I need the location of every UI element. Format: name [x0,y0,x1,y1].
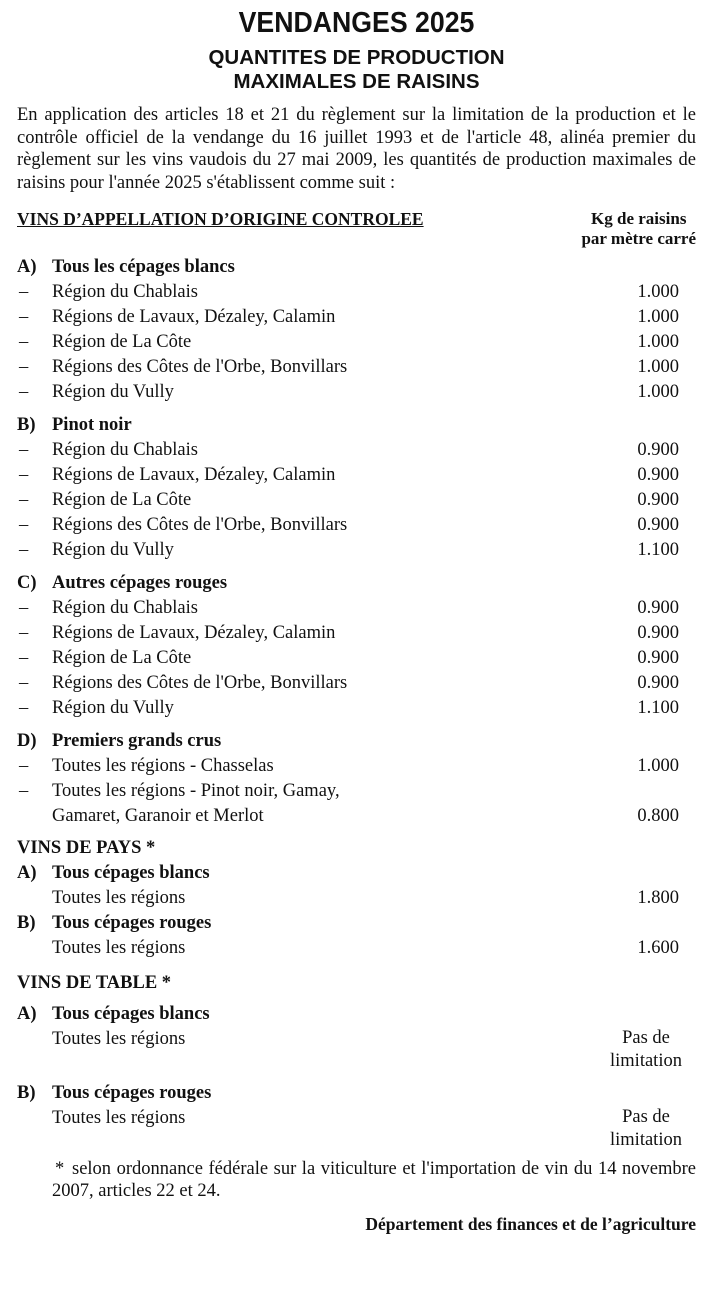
aoc-heading: VINS D’APPELLATION D’ORIGINE CONTROLEE [17,209,424,229]
aoc-group [17,413,696,563]
row-value: 1.000 [637,332,679,352]
group-title [17,1081,696,1106]
group-title-text: Tous les cépages blancs [52,257,235,277]
table-row [17,305,696,330]
table-row [17,646,696,671]
vins-de-table-heading: VINS DE TABLE * [17,973,172,993]
subtitle-line-1: QUANTITES DE PRODUCTION [208,46,505,69]
table-row [17,621,696,646]
row-label-line: Région de La Côte [52,648,192,668]
row-value: 1.000 [637,357,679,377]
row-label-line: Toutes les régions - Pinot noir, Gamay, [52,781,340,801]
row-value: 0.900 [637,648,679,668]
row-value: 0.900 [637,440,679,460]
group-letter: A) [17,257,37,277]
aoc-section-header [17,209,696,255]
row-label-line: Région du Vully [52,382,174,402]
row-dash: – [19,332,29,352]
row-value [596,1027,696,1073]
row-label [52,488,191,513]
row-value-line-2: limitation [610,1130,682,1150]
row-dash: – [19,598,29,618]
row-value: 1.100 [637,540,679,560]
group-title [17,255,696,280]
vins-de-table-groups [17,1002,696,1152]
table-row [17,438,696,463]
row-dash: – [19,282,29,302]
row-label-line: Région du Chablais [52,282,198,302]
table-row [17,886,696,911]
row-value: 1.000 [637,307,679,327]
row-label [52,380,174,405]
row-value: 0.900 [637,598,679,618]
table-row [17,280,696,305]
group-letter: C) [17,573,37,593]
subtitle-line-2: MAXIMALES DE RAISINS [233,70,480,93]
row-label [52,621,335,646]
group-title-text: Tous cépages blancs [52,1004,210,1024]
table-row [17,754,696,779]
unit-column-header [581,209,696,249]
group-title-text: Autres cépages rouges [52,573,228,593]
row-value: 1.800 [637,888,679,908]
group-letter: D) [17,731,37,751]
group-title-text: Tous cépages blancs [52,863,210,883]
row-label [52,596,198,621]
row-label-line: Région du Chablais [52,598,198,618]
row-value: 1.000 [637,756,679,776]
row-value-line-1: Pas de [622,1107,670,1127]
group-letter: B) [17,1083,36,1103]
row-label [52,538,174,563]
group-title-text: Tous cépages rouges [52,1083,212,1103]
row-dash: – [19,781,29,801]
table-row [17,538,696,563]
group-title [17,413,696,438]
row-label: Toutes les régions [52,1029,186,1049]
row-label [52,513,347,538]
row-label-line: Région du Vully [52,540,174,560]
aoc-group [17,255,696,405]
row-label [52,646,191,671]
row-label [52,671,347,696]
group-letter: A) [17,1004,37,1024]
row-label-line: Régions des Côtes de l'Orbe, Bonvillars [52,515,348,535]
row-label-line: Région de La Côte [52,332,192,352]
row-label-line: Régions de Lavaux, Dézaley, Calamin [52,623,336,643]
row-value: 0.900 [637,623,679,643]
footnote-star: * [55,1159,65,1179]
row-label [52,330,191,355]
intro-paragraph: En application des articles 18 et 21 du règlement sur la limitation de la production et le contrôle officiel de la vendange du 16 juillet 1993 et de l'article 48, alinéa premier du règlement sur les vins vaudois du 27 mai 2009, les quantités de production maximales de raisins pour l'année 2025 s'établissent comme suit : [17,105,696,193]
row-value: 0.900 [637,673,679,693]
row-label [52,696,174,721]
row-label-line: Toutes les régions - Chasselas [52,756,274,776]
row-value [596,1106,696,1152]
row-label-line: Régions de Lavaux, Dézaley, Calamin [52,307,336,327]
aoc-group [17,571,696,721]
row-label [52,305,335,330]
signature: Département des finances et de l’agriculture [365,1214,696,1234]
row-value: 1.600 [637,938,679,958]
group-title [17,571,696,596]
row-label [52,438,198,463]
group-letter: B) [17,415,36,435]
row-label-line: Régions de Lavaux, Dézaley, Calamin [52,465,336,485]
row-dash: – [19,490,29,510]
aoc-group [17,729,696,829]
vins-de-pays-groups [17,861,696,961]
row-value: 1.100 [637,698,679,718]
row-label [52,779,340,829]
row-dash: – [19,648,29,668]
group-title-text: Premiers grands crus [52,731,222,751]
footnote-text: selon ordonnance fédérale sur la viticulture et l'importation de vin du 14 novembre 2007, articles 22 et 24. [52,1159,696,1201]
table-row [17,1106,696,1152]
row-dash: – [19,623,29,643]
row-label: Toutes les régions [52,1108,186,1128]
row-label-line: Régions des Côtes de l'Orbe, Bonvillars [52,357,348,377]
group-title-text: Tous cépages rouges [52,913,212,933]
row-value-line-1: Pas de [622,1028,670,1048]
table-row [17,488,696,513]
footnote [17,1158,696,1202]
row-dash: – [19,357,29,377]
row-label-line: Région du Chablais [52,440,198,460]
table-row [17,330,696,355]
row-dash: – [19,382,29,402]
table-row [17,355,696,380]
table-row [17,380,696,405]
row-value: 1.000 [637,382,679,402]
group-title [17,729,696,754]
table-row [17,596,696,621]
group-letter: B) [17,913,36,933]
row-value: 0.900 [637,465,679,485]
row-dash: – [19,756,29,776]
row-label-line: Régions des Côtes de l'Orbe, Bonvillars [52,673,348,693]
table-row [17,936,696,961]
row-label [52,355,347,380]
row-label-line: Région de La Côte [52,490,192,510]
row-dash: – [19,515,29,535]
vins-de-pays-heading: VINS DE PAYS * [17,838,156,858]
group-title [17,911,696,936]
row-label: Toutes les régions [52,888,186,908]
group-title [17,1002,696,1027]
row-label [52,280,198,305]
group-title [17,861,696,886]
table-row [17,1027,696,1073]
row-label: Toutes les régions [52,938,186,958]
table-row [17,779,696,829]
document-subtitle [17,46,696,94]
row-value: 0.900 [637,515,679,535]
table-row [17,463,696,488]
unit-line-1: Kg de raisins [591,209,687,228]
group-title-text: Pinot noir [52,415,132,435]
table-row [17,671,696,696]
row-dash: – [19,698,29,718]
row-label-line: Région du Vully [52,698,174,718]
row-value: 0.900 [637,490,679,510]
row-dash: – [19,440,29,460]
row-dash: – [19,307,29,327]
row-value-line-2: limitation [610,1051,682,1071]
aoc-groups [17,255,696,829]
row-value: 0.800 [637,806,679,826]
table-row [17,696,696,721]
unit-line-2: par mètre carré [581,229,696,248]
row-label [52,754,274,779]
document-title: VENDANGES 2025 [238,7,475,39]
row-dash: – [19,465,29,485]
row-label-line-2: Gamaret, Garanoir et Merlot [52,806,264,826]
table-row [17,513,696,538]
row-value: 1.000 [637,282,679,302]
group-letter: A) [17,863,37,883]
row-dash: – [19,673,29,693]
row-dash: – [19,540,29,560]
row-label [52,463,335,488]
